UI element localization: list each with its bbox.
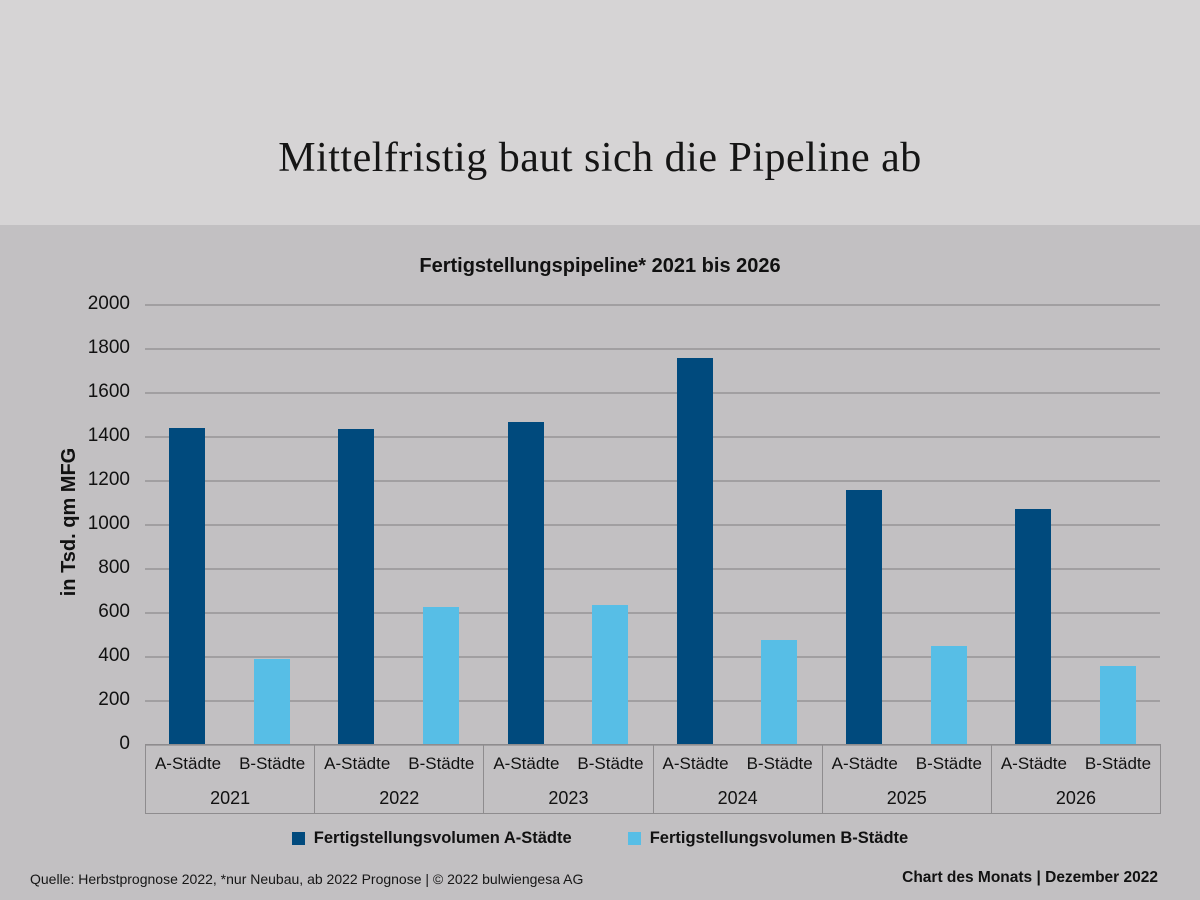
legend-label: Fertigstellungsvolumen A-Städte: [313, 829, 572, 847]
subcategory-label: B-Städte: [239, 754, 306, 773]
subcategory-label: B-Städte: [408, 754, 475, 773]
year-label-2021: 2021: [210, 787, 251, 808]
bar-slot: [737, 304, 822, 744]
bar-slot: [483, 304, 568, 744]
bar-astdte-2024: [677, 358, 713, 744]
y-tick-label-1800: 1800: [87, 337, 130, 358]
y-tick-label-0: 0: [119, 733, 130, 754]
subcategory-label: A-Städte: [154, 754, 222, 773]
bar-astdte-2023: [508, 422, 544, 744]
bar-group-2023: [483, 304, 652, 744]
bar-group-2025: [822, 304, 991, 744]
bar-group-2026: [991, 304, 1160, 744]
bar-bstdte-2022: [423, 607, 459, 745]
subcategory-label: B-Städte: [746, 754, 813, 773]
legend-swatch-icon: [628, 832, 641, 845]
subcategory-row: [484, 745, 652, 783]
bar-series: [145, 304, 1160, 744]
subcategory-row: [315, 745, 483, 783]
category-group-2025: [822, 745, 991, 813]
subcategory-label: A-Städte: [1000, 754, 1067, 773]
legend-label: Fertigstellungsvolumen B-Städte: [649, 829, 909, 847]
bar-slot: [314, 304, 399, 744]
header-band: [0, 0, 1200, 225]
y-tick-label-200: 200: [98, 689, 130, 710]
bar-bstdte-2021: [254, 659, 290, 744]
bar-slot: [568, 304, 653, 744]
bar-slot: [822, 304, 907, 744]
footer-chart-des-monats: Chart des Monats | Dezember 2022: [902, 869, 1158, 886]
y-axis-title: in Tsd. qm MFG: [58, 447, 80, 597]
subcategory-label: A-Städte: [324, 754, 391, 773]
bar-slot: [906, 304, 991, 744]
category-group-2021: [145, 745, 314, 813]
category-group-2024: [653, 745, 822, 813]
y-tick-label-600: 600: [98, 601, 130, 622]
plot-area: [145, 304, 1160, 744]
y-tick-label-400: 400: [98, 645, 130, 666]
year-label-2026: 2026: [1055, 787, 1096, 808]
bar-group-2024: [653, 304, 822, 744]
year-label-2023: 2023: [548, 787, 589, 808]
bar-bstdte-2025: [931, 646, 967, 744]
x-axis-category-area: [145, 744, 1161, 814]
legend: [0, 829, 1200, 848]
subcategory-label: B-Städte: [1084, 754, 1152, 773]
y-tick-label-1400: 1400: [87, 425, 130, 446]
year-label-2024: 2024: [717, 787, 758, 808]
legend-item: [628, 829, 909, 848]
legend-item: [292, 829, 572, 848]
y-tick-label-1600: 1600: [87, 381, 130, 402]
bar-astdte-2025: [846, 490, 882, 744]
bar-astdte-2022: [338, 429, 374, 744]
subcategory-row: [823, 745, 991, 783]
y-tick-label-1000: 1000: [87, 513, 130, 534]
year-label-2022: 2022: [379, 787, 420, 808]
bar-slot: [653, 304, 738, 744]
bar-slot: [399, 304, 484, 744]
subcategory-label: A-Städte: [493, 754, 560, 773]
legend-swatch-icon: [292, 832, 305, 845]
y-tick-label-800: 800: [98, 557, 130, 578]
year-label-2025: 2025: [886, 787, 927, 808]
bar-slot: [145, 304, 230, 744]
bar-group-2022: [314, 304, 483, 744]
bar-bstdte-2023: [592, 605, 628, 744]
subcategory-row: [146, 745, 314, 783]
bar-bstdte-2026: [1100, 666, 1136, 744]
subcategory-label: A-Städte: [662, 754, 729, 773]
y-tick-label-1200: 1200: [87, 469, 130, 490]
chart-title: Fertigstellungspipeline* 2021 bis 2026: [419, 255, 781, 277]
page-title: Mittelfristig baut sich die Pipeline ab: [278, 135, 922, 181]
subcategory-label: B-Städte: [577, 754, 644, 773]
bar-bstdte-2024: [761, 640, 797, 745]
y-tick-label-2000: 2000: [87, 293, 130, 314]
bar-astdte-2021: [169, 428, 205, 744]
bar-slot: [1075, 304, 1160, 744]
bar-slot: [991, 304, 1076, 744]
subcategory-label: A-Städte: [831, 754, 898, 773]
y-axis-tick-labels: [30, 293, 130, 754]
category-group-2022: [314, 745, 483, 813]
subcategory-row: [654, 745, 822, 783]
bar-slot: [230, 304, 315, 744]
category-group-2026: [991, 745, 1160, 813]
subcategory-row: [992, 745, 1160, 783]
bar-astdte-2026: [1015, 509, 1051, 744]
footer-source-text: Quelle: Herbstprognose 2022, *nur Neubau, ab 2022 Prognose | © 2022 bulwiengesa AG: [30, 871, 584, 887]
category-group-2023: [483, 745, 652, 813]
bar-group-2021: [145, 304, 314, 744]
subcategory-label: B-Städte: [915, 754, 982, 773]
